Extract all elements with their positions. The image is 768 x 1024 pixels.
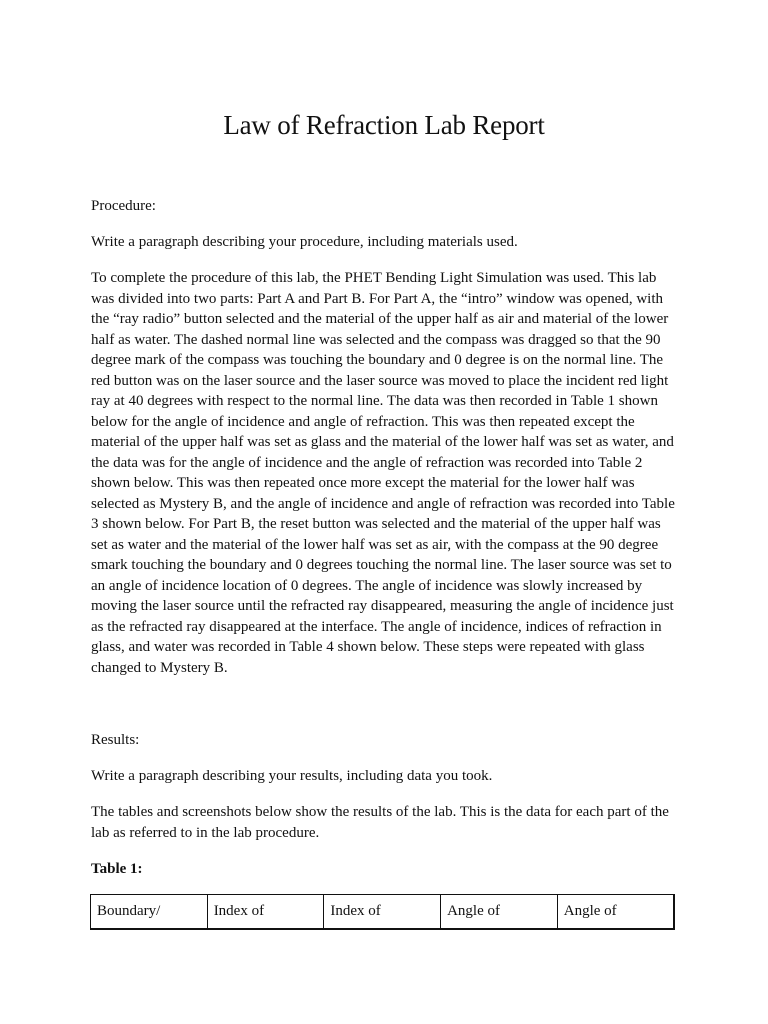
table-1-header-row <box>91 895 675 930</box>
table-1-header-angle-1: Angle of <box>441 895 558 930</box>
procedure-prompt: Write a paragraph describing your procedure, including materials used. <box>91 234 518 250</box>
table-1 <box>90 894 675 930</box>
procedure-heading: Procedure: <box>91 198 156 214</box>
procedure-paragraph: To complete the procedure of this lab, the PHET Bending Light Simulation was used. This lab was divided into two parts: Part A and Part B. For Part A, the “intro” window was opened, with the “ray radio” button selected and the material of the upper half as air and material of the lower half as water. The dashed normal line was selected and the compass was dragged so that the 90 degree mark of the compass was touching the boundary and 0 degree is on the normal line. The red button was on the laser source and the laser source was moved to place the incident red light ray at 40 degrees with respect to the normal line. The data was then recorded in Table 1 shown below for the angle of incidence and angle of refraction. This was then repeated except the material of the upper half was set as glass and the material of the lower half was set as water, and the data was for the angle of incidence and the angle of refraction was recorded into Table 2 shown below. This was then repeated once more except the material for the lower half was selected as Mystery B, and the angle of incidence and angle of refraction was recorded into Table 3 shown below. For Part B, the reset button was selected and the material of the upper half was set as water and the material of the lower half was set as air, with the compass at the 90 degree smark touching the boundary and 0 degrees touching the normal line. The laser source was set to an angle of incidence location of 0 degrees. The angle of incidence was slowly increased by moving the laser source until the refracted ray disappeared, measuring the angle of incidence just as the refracted ray disappeared at the interface. The angle of incidence, indices of refraction in glass, and water was recorded in Table 4 shown below. These steps were repeated with glass changed to Mystery B. <box>91 270 675 676</box>
table-1-header-angle-2: Angle of <box>557 895 674 930</box>
table-1-header-index-1: Index of <box>207 895 324 930</box>
results-paragraph: The tables and screenshots below show the results of the lab. This is the data for each part of the lab as referred to in the lab procedure. <box>91 804 669 841</box>
results-heading: Results: <box>91 732 140 748</box>
document-title: Law of Refraction Lab Report <box>223 110 545 140</box>
results-prompt: Write a paragraph describing your results, including data you took. <box>91 768 493 784</box>
table-1-header-index-2: Index of <box>324 895 441 930</box>
table-1-caption: Table 1: <box>91 861 143 877</box>
table-1-header-boundary: Boundary/ <box>91 895 208 930</box>
